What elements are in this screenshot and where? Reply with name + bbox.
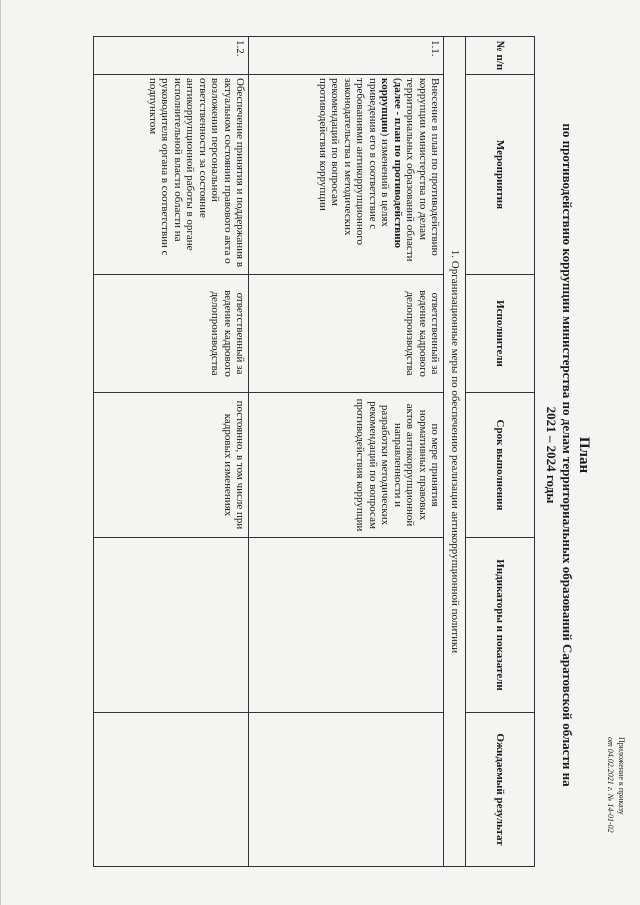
row-executor: ответственный за ведение кадрового делопроизводства: [94, 275, 249, 393]
header-measures: Мероприятия: [466, 75, 535, 275]
row-num: 1.1.: [249, 37, 444, 75]
appendix-line-1: Приложение к приказу: [617, 737, 626, 815]
section-1-title: 1. Организационные меры по обеспечению реализации антикоррупционной политики: [444, 37, 466, 867]
row-result: [94, 713, 249, 867]
appendix-note: [605, 737, 627, 897]
header-num: № п/п: [466, 37, 535, 75]
row-deadline: постоянно, в том числе при кадровых изменениях: [94, 393, 249, 538]
title-line-3: 2021 – 2024 годы: [544, 406, 559, 504]
landscape-sheet: [1, 0, 640, 905]
row-num: 1.2.: [94, 37, 249, 75]
row-result: [249, 713, 444, 867]
header-indicators: Индикаторы и показатели: [466, 538, 535, 713]
header-executors: Исполнители: [466, 275, 535, 393]
row-measure: [249, 75, 444, 275]
measure-text-1: Обеспечение принятия и поддержания в актуальном состоянии правового акта о возложении персональной ответственности за состояние антикоррупционной работы в органе исполнительной власти области на руководителя органа в соответствии с подпунктом: [147, 78, 247, 268]
header-deadline: Срок выполнения: [466, 393, 535, 538]
row-deadline: по мере принятия нормативных правовых актов антикоррупционной направленности и разработки методических рекомендаций по вопросам противодействия коррупции: [249, 393, 444, 538]
measure-text-bold: далее - план по противодействию коррупции: [379, 78, 404, 248]
section-row: [444, 37, 466, 867]
table-header-row: [466, 37, 535, 867]
document-title: [543, 60, 593, 850]
title-line-1: План: [576, 436, 592, 474]
measure-text-2: ) изменений в целях приведения его в соответствие с требованиями антикоррупционного законодательства и методических рекомендаций по вопросам противодействия коррупции: [317, 78, 392, 246]
row-measure: [94, 75, 249, 275]
table-row: [249, 37, 444, 867]
plan-table: [94, 36, 536, 867]
row-indicators: [94, 538, 249, 713]
title-line-2: по противодействию коррупции министерства по делам территориальных образований Саратовской области на: [560, 123, 575, 787]
row-executor: ответственный за ведение кадрового делопроизводства: [249, 275, 444, 393]
header-result: Ожидаемый результат: [466, 713, 535, 867]
measure-text-1: Внесение в план по противодействию коррупции министерства по делам территориальных образований области (: [392, 78, 442, 262]
appendix-line-2: от 04.02.2021 г. № 14-01-02: [606, 737, 615, 833]
row-indicators: [249, 538, 444, 713]
table-row: [94, 37, 249, 867]
